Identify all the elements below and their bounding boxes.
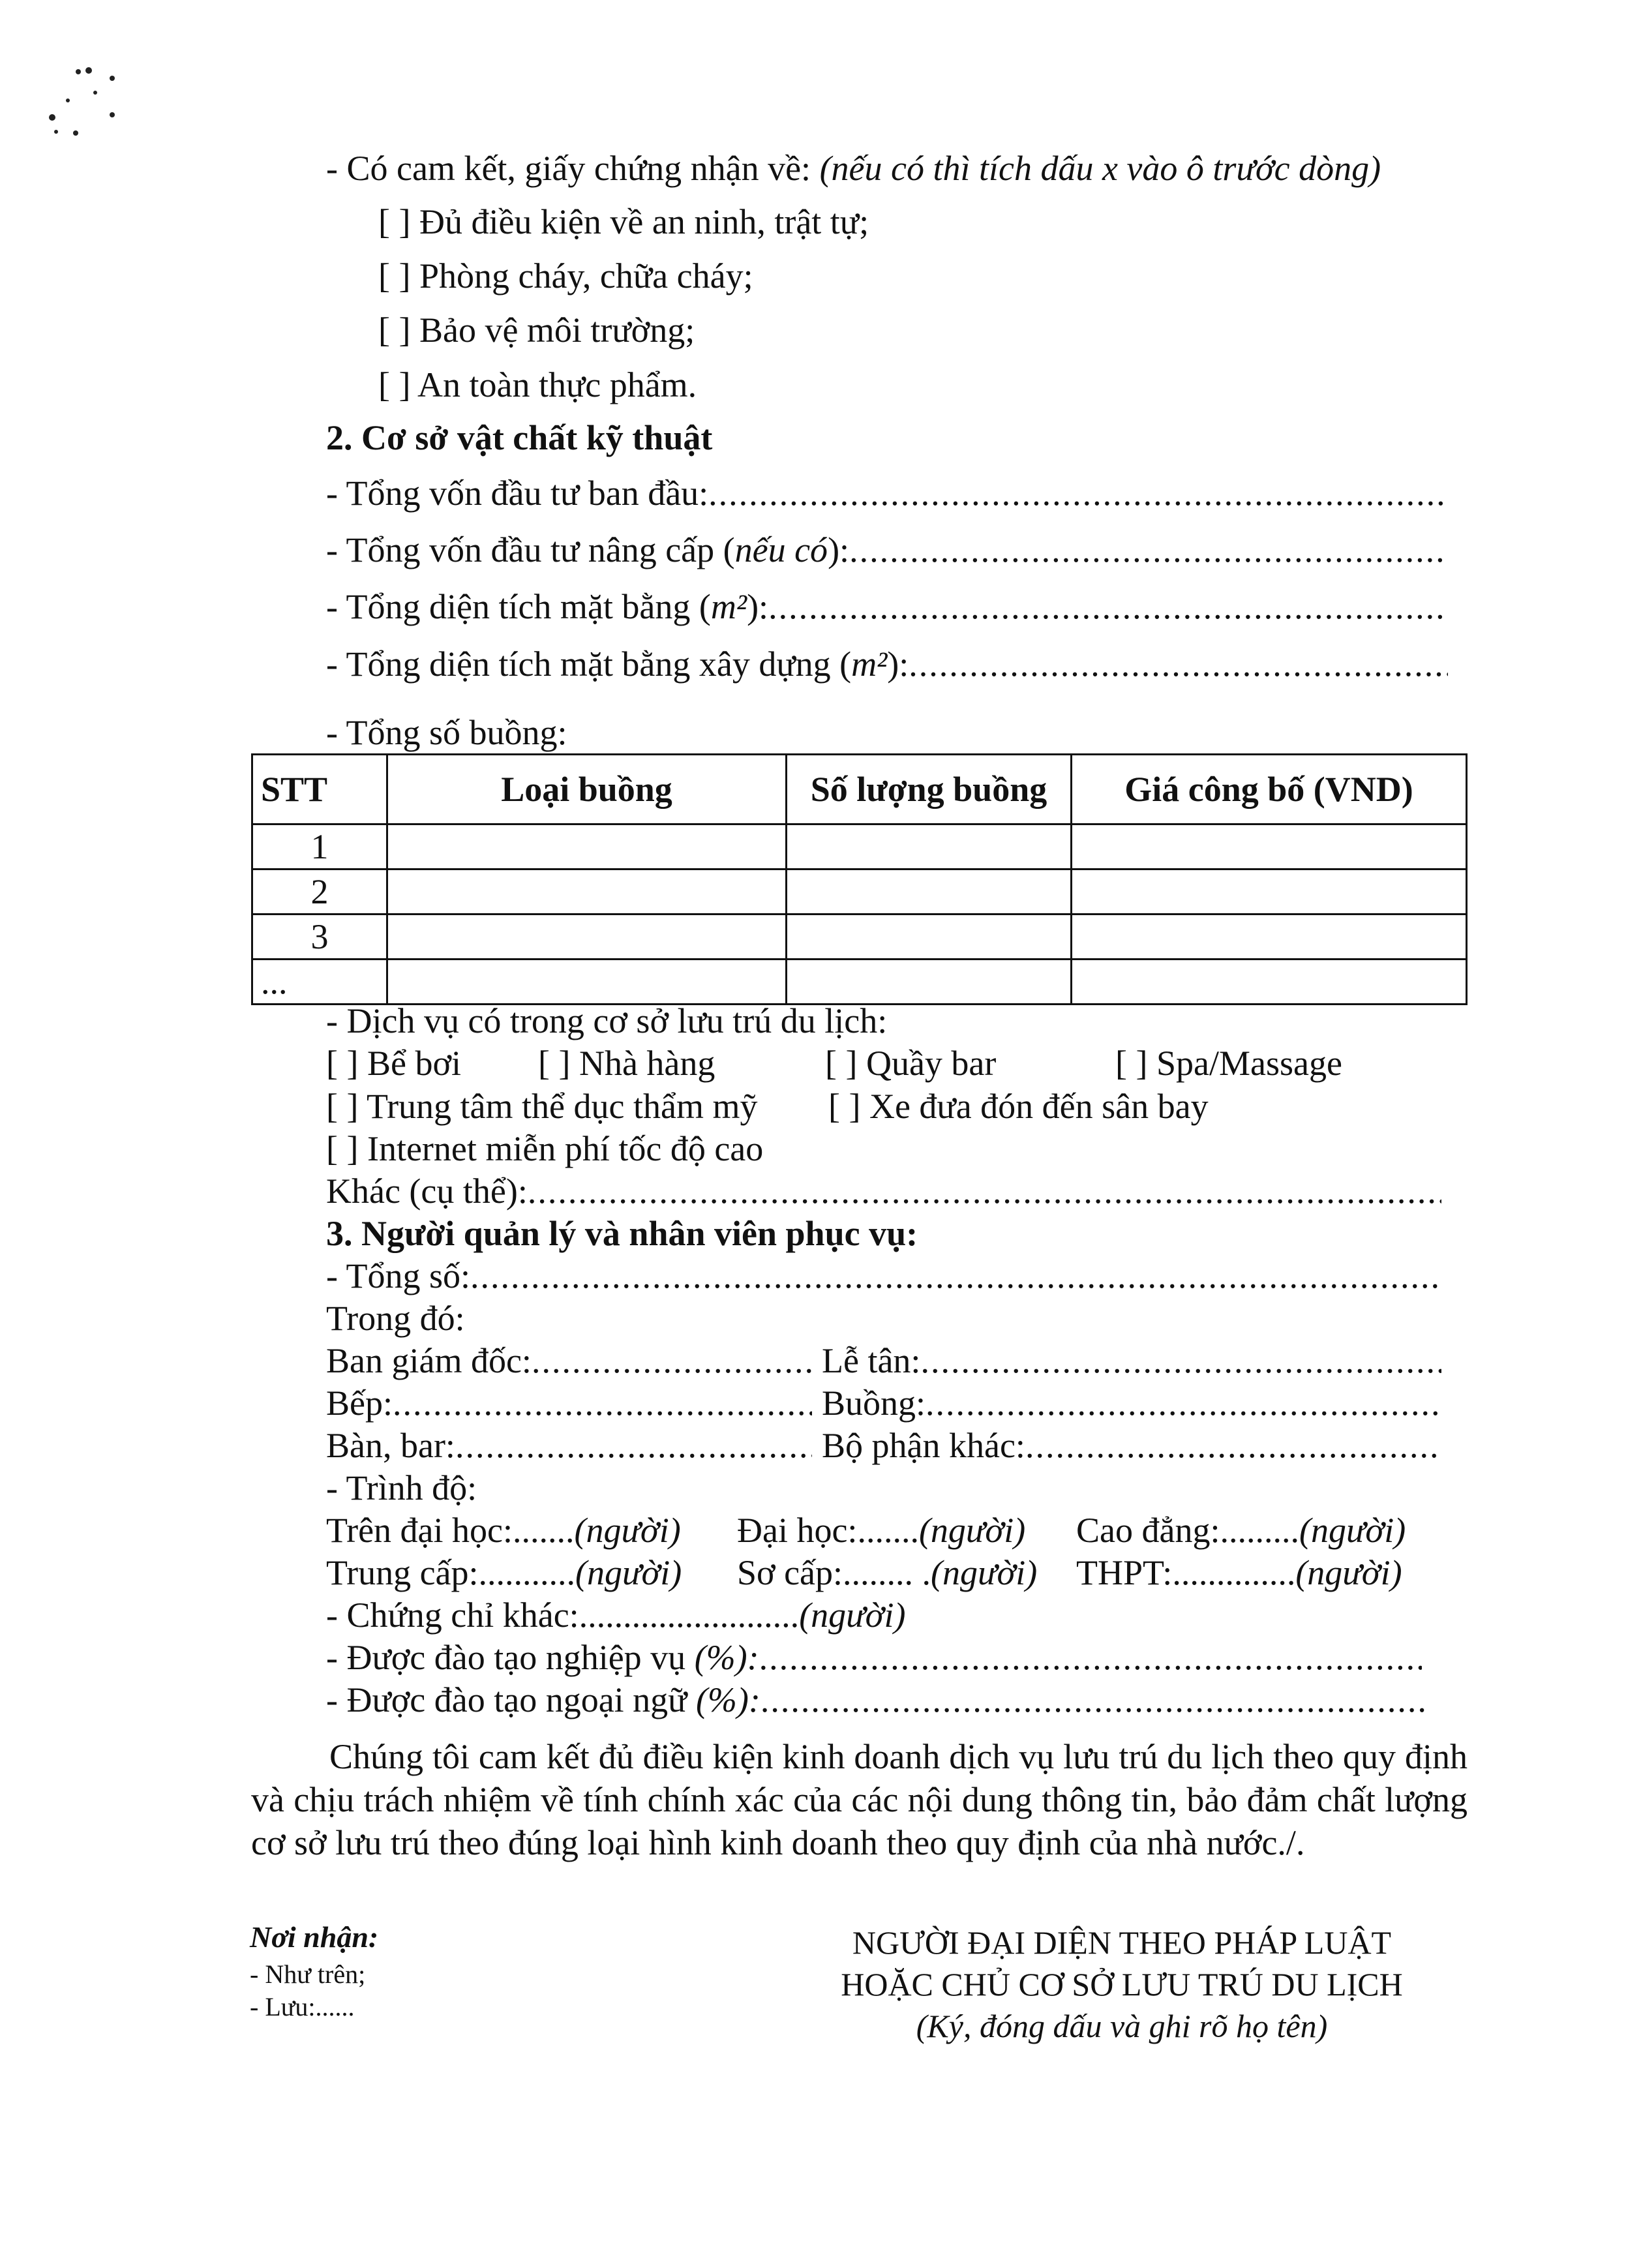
row-number: ... xyxy=(252,960,387,1005)
service-fitness-checkbox[interactable]: [ ] Trung tâm thể dục thẩm mỹ xyxy=(326,1087,758,1126)
room-count-cell[interactable] xyxy=(787,915,1072,960)
row-number: 1 xyxy=(252,824,387,869)
upgrade-investment-field[interactable] xyxy=(326,528,1448,571)
total-area-label: - Tổng diện tích mặt bằng (m²): xyxy=(326,587,769,626)
other-dept-label: Bộ phận khác: xyxy=(822,1426,1025,1465)
header-price: Giá công bố (VND) xyxy=(1072,755,1467,824)
room-type-cell[interactable] xyxy=(387,824,787,869)
pro-training-label: - Được đào tạo nghiệp vụ (%): xyxy=(326,1638,759,1677)
level-label: - Trình độ: xyxy=(326,1468,477,1507)
other-cert-field[interactable]: - Chứng chỉ khác:.........................(người) xyxy=(326,1595,906,1635)
price-cell[interactable] xyxy=(1072,960,1467,1005)
room-type-cell[interactable] xyxy=(387,869,787,915)
total-rooms-label: - Tổng số buồng: xyxy=(326,713,567,752)
table-row xyxy=(252,869,1467,915)
built-area-label: - Tổng diện tích mặt bằng xây dựng (m²): xyxy=(326,644,909,684)
check-environment[interactable]: [ ] Bảo vệ môi trường; xyxy=(378,310,695,350)
total-area-field[interactable] xyxy=(326,585,1448,628)
service-shuttle-checkbox[interactable]: [ ] Xe đưa đón đến sân bay xyxy=(828,1087,1209,1126)
table-header-row xyxy=(252,755,1467,824)
service-spa-checkbox[interactable]: [ ] Spa/Massage xyxy=(1115,1044,1342,1083)
section-2-heading: 2. Cơ sở vật chất kỹ thuật xyxy=(326,418,713,457)
dotted-fill xyxy=(760,1678,1428,1721)
built-area-field[interactable] xyxy=(326,643,1448,686)
kitchen-field[interactable] xyxy=(326,1382,812,1425)
header-room-count: Số lượng buồng xyxy=(787,755,1072,824)
signature-title-line2: HOẶC CHỦ CƠ SỞ LƯU TRÚ DU LỊCH xyxy=(841,1966,1403,2003)
room-count-cell[interactable] xyxy=(787,824,1072,869)
table-bar-label: Bàn, bar: xyxy=(326,1426,455,1465)
pro-training-field[interactable] xyxy=(326,1636,1422,1679)
dotted-fill xyxy=(528,1170,1441,1213)
dotted-fill xyxy=(532,1339,812,1382)
initial-investment-label: - Tổng vốn đầu tư ban đầu: xyxy=(326,474,709,513)
postgrad-field[interactable]: Trên đại học:.......(người) xyxy=(326,1511,681,1550)
signature-title-line1: NGƯỜI ĐẠI DIỆN THEO PHÁP LUẬT xyxy=(852,1924,1392,1961)
other-services-label: Khác (cụ thể): xyxy=(326,1172,528,1211)
room-type-cell[interactable] xyxy=(387,960,787,1005)
room-type-cell[interactable] xyxy=(387,915,787,960)
kitchen-label: Bếp: xyxy=(326,1383,393,1423)
staff-total-field[interactable] xyxy=(326,1254,1441,1297)
dotted-fill xyxy=(470,1254,1441,1297)
price-cell[interactable] xyxy=(1072,869,1467,915)
staff-total-label: - Tổng số: xyxy=(326,1256,471,1295)
highschool-field[interactable]: THPT:..............(người) xyxy=(1076,1553,1402,1592)
housekeeping-field[interactable] xyxy=(822,1382,1441,1425)
service-internet-checkbox[interactable]: [ ] Internet miễn phí tốc độ cao xyxy=(326,1129,764,1168)
table-bar-field[interactable] xyxy=(326,1424,812,1467)
scan-speckle-marks xyxy=(39,59,157,163)
lang-training-field[interactable] xyxy=(326,1678,1428,1721)
dotted-fill xyxy=(849,528,1448,571)
section-3-heading: 3. Người quản lý và nhân viên phục vụ: xyxy=(326,1214,918,1253)
commitment-line xyxy=(326,147,1381,190)
dotted-fill xyxy=(926,1382,1441,1425)
table-row xyxy=(252,915,1467,960)
dotted-fill xyxy=(1025,1424,1441,1467)
room-count-cell[interactable] xyxy=(787,960,1072,1005)
recipient-item: - Như trên; xyxy=(250,1959,366,1989)
dotted-fill xyxy=(768,585,1448,628)
check-food-safety[interactable]: [ ] An toàn thực phẩm. xyxy=(378,365,697,404)
commitment-paragraph: Chúng tôi cam kết đủ điều kiện kinh doanh dịch vụ lưu trú du lịch theo quy định và chịu trách nhiệm về tính chính xác của các nội dung thông tin, bảo đảm chất lượng cơ sở lưu trú theo đúng loại hình kinh doanh theo quy định của nhà nước./. xyxy=(251,1737,1468,1862)
recipient-item: - Lưu:...... xyxy=(250,1992,355,2021)
dotted-fill xyxy=(455,1424,812,1467)
dotted-fill xyxy=(708,472,1448,515)
price-cell[interactable] xyxy=(1072,824,1467,869)
table-row xyxy=(252,824,1467,869)
room-table xyxy=(251,753,1468,1005)
price-cell[interactable] xyxy=(1072,915,1467,960)
commitment-label: - Có cam kết, giấy chứng nhận về: xyxy=(326,149,820,188)
dotted-fill xyxy=(920,1339,1441,1382)
initial-investment-field[interactable] xyxy=(326,472,1448,515)
dotted-fill xyxy=(909,643,1448,686)
service-pool-checkbox[interactable]: [ ] Bể bơi xyxy=(326,1044,462,1083)
board-field[interactable] xyxy=(326,1339,812,1382)
dotted-fill xyxy=(393,1382,812,1425)
housekeeping-label: Buồng: xyxy=(822,1383,926,1423)
dotted-fill xyxy=(759,1636,1422,1679)
other-dept-field[interactable] xyxy=(822,1424,1441,1467)
university-field[interactable]: Đại học:.......(người) xyxy=(737,1511,1026,1550)
header-stt: STT xyxy=(252,755,387,824)
table-row xyxy=(252,960,1467,1005)
lang-training-label: - Được đào tạo ngoại ngữ (%): xyxy=(326,1680,760,1719)
check-security[interactable]: [ ] Đủ điều kiện về an ninh, trật tự; xyxy=(378,202,869,241)
commitment-note: (nếu có thì tích dấu x vào ô trước dòng) xyxy=(819,149,1381,188)
service-restaurant-checkbox[interactable]: [ ] Nhà hàng xyxy=(538,1044,715,1083)
service-bar-checkbox[interactable]: [ ] Quầy bar xyxy=(825,1044,997,1083)
reception-label: Lễ tân: xyxy=(822,1341,921,1380)
reception-field[interactable] xyxy=(822,1339,1441,1382)
upgrade-investment-label: - Tổng vốn đầu tư nâng cấp (nếu có): xyxy=(326,530,850,569)
header-room-type: Loại buồng xyxy=(387,755,787,824)
row-number: 3 xyxy=(252,915,387,960)
room-count-cell[interactable] xyxy=(787,869,1072,915)
college-field[interactable]: Cao đẳng:.........(người) xyxy=(1076,1511,1406,1550)
recipients-title: Nơi nhận: xyxy=(250,1920,379,1954)
elementary-field[interactable]: Sơ cấp:........ .(người) xyxy=(737,1553,1038,1592)
services-label: - Dịch vụ có trong cơ sở lưu trú du lịch: xyxy=(326,1001,888,1040)
other-services-field[interactable] xyxy=(326,1170,1441,1213)
of-which-label: Trong đó: xyxy=(326,1299,465,1338)
intermediate-field[interactable]: Trung cấp:...........(người) xyxy=(326,1553,682,1592)
row-number: 2 xyxy=(252,869,387,915)
board-label: Ban giám đốc: xyxy=(326,1341,532,1380)
signature-note: (Ký, đóng dấu và ghi rõ họ tên) xyxy=(916,2008,1328,2044)
check-fire[interactable]: [ ] Phòng cháy, chữa cháy; xyxy=(378,256,753,295)
